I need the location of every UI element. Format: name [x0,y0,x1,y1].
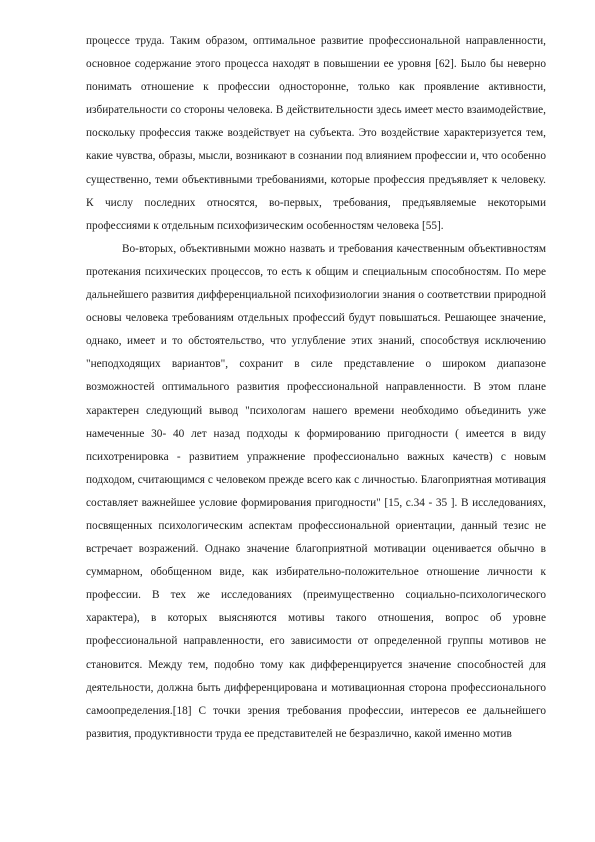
paragraph-2: Во-вторых, объективными можно назвать и требования качественным объективностям протекания психических процессов, то есть к общим и специальным способностям. По мере дальнейшего развития дифференциальной психофизиологии знания о соответствии природной основы человека требованиям отдельных профессий будут повышаться. Решающее значение, однако, имеет и то обстоятельство, что углубление этих знаний, способствуя исключению "неподходящих вариантов", сохранит в силе представление о широком диапазоне возможностей оптимального развития профессиональной направленности. В этом плане характерен следующий вывод "психологам нашего времени необходимо объединить уже намеченные 30- 40 лет назад подходы к формированию пригодности ( имеется в виду психотренировка - развитием упражнение профессионально важных качеств) с новым подходом, считающимся с человеком прежде всего как с личностью. Благоприятная мотивация составляет важнейшее условие формирования пригодности" [15, с.34 - 35 ]. В исследованиях, посвященных психологическим аспектам профессиональной ориентации, данный тезис не встречает возражений. Однако значение благоприятной мотивации оценивается обычно в суммарном, обобщенном виде, как избирательно-положительное отношение личности к профессии. В тех же исследованиях (преимущественно социально-психологического характера), в которых выясняются мотивы такого отношения, вопрос об уровне профессиональной направленности, его зависимости от определенной группы мотивов не становится. Между тем, подобно тому как дифференцируется значение способностей для деятельности, должна быть дифференцирована и мотивационная сторона профессионального самоопределения.[18] С точки зрения требования профессии, интересов ее дальнейшего развития, продуктивности труда ее представителей не безразлично, какой именно мотив [86,242,546,740]
paragraph-1: процессе труда. Таким образом, оптимальное развитие профессиональной направленности, основное содержание этого процесса находят в повышении ее уровня [62]. Было бы неверно понимать отношение к профессии односторонне, только как проявление активности, избирательности со стороны человека. В действительности здесь имеет место взаимодействие, поскольку профессия также воздействует на субъекта. Это воздействие характеризуется тем, какие чувства, образы, мысли, возникают в сознании под влиянием профессии и, что особенно существенно, теми объективными требованиями, которые профессия предъявляет к человеку. К числу последних относятся, во-первых, требования, предъявляемые некоторыми профессиями к отдельным психофизическим особенностям человека [55]. [86,35,546,232]
document-page [86,30,546,746]
